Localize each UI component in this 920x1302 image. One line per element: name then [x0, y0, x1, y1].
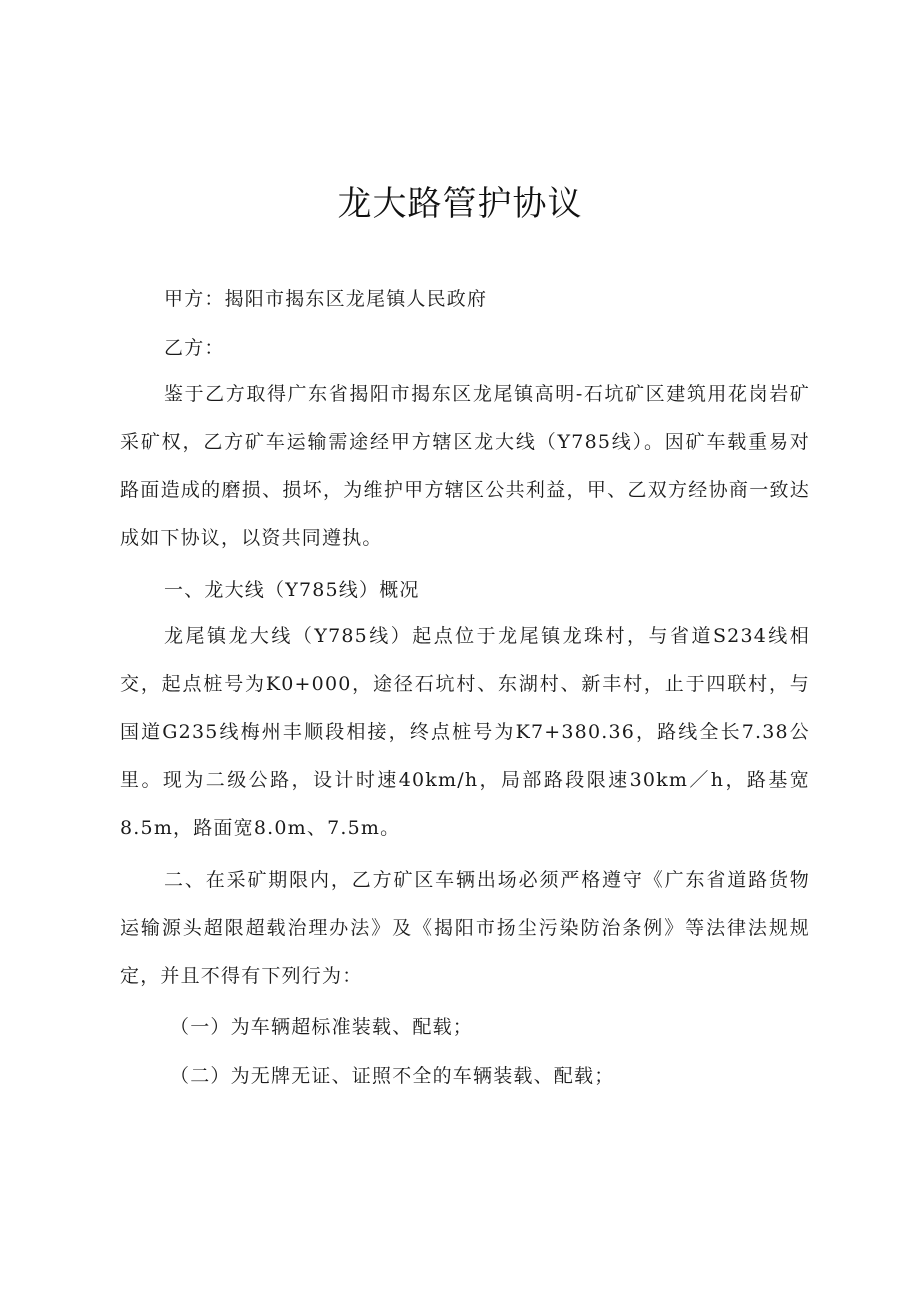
document-title: 龙大路管护协议	[337, 184, 583, 224]
party-b-line: 乙方：	[164, 337, 225, 359]
section-1-paragraph: 龙尾镇龙大线（Y785线）起点位于龙尾镇龙珠村，与省道S234线相交，起点桩号为K0+000，途径石坑村、东湖村、新丰村，止于四联村，与国道G235线梅州丰顺段相接，终点桩号为K7+380.36，路线全长7.38公里。现为二级公路，设计时速40km/h，局部路段限速30km／h，路基宽8.5m，路面宽8.0m、7.5m。	[120, 625, 810, 839]
intro-paragraph: 鉴于乙方取得广东省揭阳市揭东区龙尾镇高明-石坑矿区建筑用花岗岩矿采矿权，乙方矿车运输需途经甲方辖区龙大线（Y785线）。因矿车载重易对路面造成的磨损、损坏，为维护甲方辖区公共利益，甲、乙双方经协商一致达成如下协议，以资共同遵执。	[120, 383, 810, 549]
section-1-heading: 一、龙大线（Y785线）概况	[164, 579, 420, 601]
list-item-2: （二）为无牌无证、证照不全的车辆装载、配载；	[170, 1065, 615, 1087]
section-2-paragraph: 二、在采矿期限内，乙方矿区车辆出场必须严格遵守《广东省道路货物运输源头超限超载治理办法》及《揭阳市扬尘污染防治条例》等法律法规规定，并且不得有下列行为：	[120, 869, 810, 987]
list-item-1: （一）为车辆超标准装载、配载；	[170, 1016, 474, 1038]
party-a-line: 甲方：揭阳市揭东区龙尾镇人民政府	[164, 288, 488, 310]
